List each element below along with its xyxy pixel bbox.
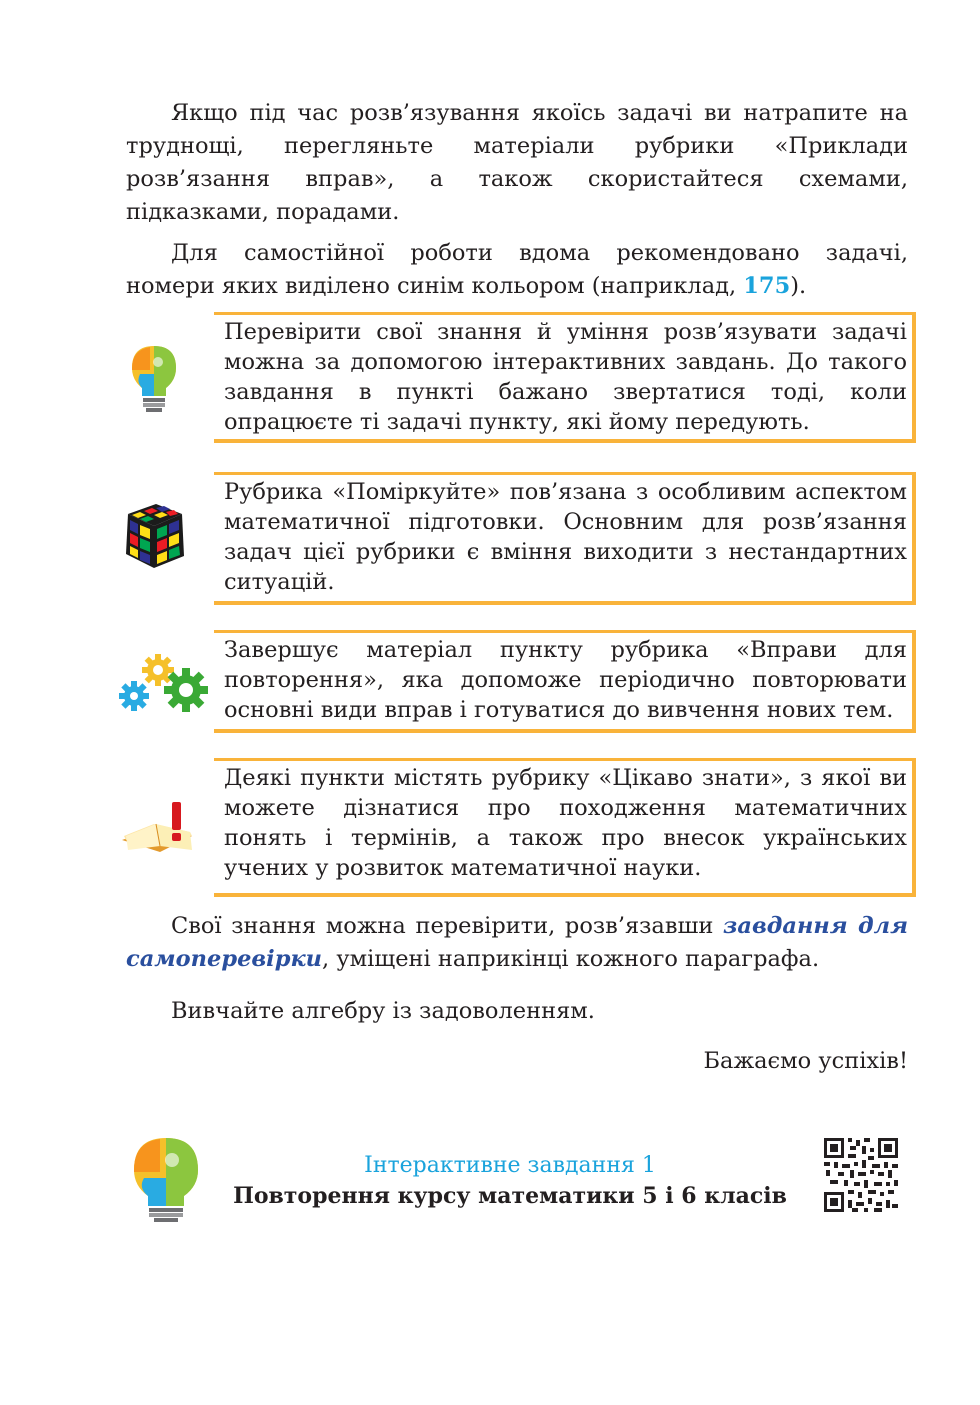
intro-paragraph-2-text: Для самостійної роботи вдома рекомендовано задачі, номери яких виділено синім кольором (наприклад, [126,240,908,299]
intro-paragraph-2-end: ). [790,273,807,299]
rubric-box-repeat [214,630,916,733]
rubric-box-interactive [214,312,916,443]
self-check-text: Свої знання можна перевірити, розв’язавши [171,913,724,939]
wish-text: Бажаємо успіхів! [703,1048,908,1074]
self-check-tasks-link[interactable]: завдання для самоперевірки [126,913,908,972]
gears-icon [118,652,210,714]
intro-paragraph-2 [126,237,908,303]
lightbulb-puzzle-icon [122,340,188,414]
rubric-text-think: Рубрика «Поміркуйте» пов’язана з особливим аспектом математичної підготовки. Основним для розв’язання задач цієї рубрики є вміння виходити з нестандартних ситуацій. [224,479,907,595]
rubric-box-interesting [214,758,916,897]
rubiks-cube-icon [120,500,190,572]
intro-paragraph-1-text: Якщо під час розв’язування якоїсь задачі ви натрапите на труднощі, перегляньте матеріали рубрики «Приклади розв’язання вправ», а також скористайтеся схемами, підказками, порадами. [126,100,908,225]
rubric-text-interesting: Деякі пункти містять рубрику «Цікаво знати», з якої ви можете дізнатися про походження математичних понять і термінів, а також про внесок українських учених у розвиток математичної науки. [224,765,907,881]
interactive-task-title[interactable]: Інтерактивне завдання 1 [364,1153,656,1178]
enjoy-text: Вивчайте алгебру із задоволенням. [171,998,595,1024]
interactive-task-subtitle: Повторення курсу математики 5 і 6 класів [233,1183,787,1209]
rubric-text-repeat: Завершує матеріал пункту рубрика «Вправи для повторення», яка допоможе періодично повторювати основні види вправ і готуватися до вивчення нових тем. [224,637,907,723]
self-check-text-end: , уміщені наприкінці кожного параграфа. [322,946,820,972]
book-exclamation-icon [118,798,200,860]
intro-paragraph-1 [126,97,908,229]
interactive-task-lightbulb-icon [120,1130,212,1224]
example-task-number[interactable]: 175 [743,273,791,299]
rubric-box-think [214,472,916,605]
rubric-text-interactive: Перевірити свої знання й уміння розв’язувати задачі можна за допомогою інтерактивних завдань. До такого завдання в пункті бажано звертатися тоді, коли опрацюєте ті задачі пункту, які йому передують. [224,319,907,435]
wish-line [704,1045,909,1078]
qr-code-icon[interactable] [824,1138,898,1212]
self-check-paragraph [126,910,908,976]
enjoy-paragraph [126,995,908,1028]
